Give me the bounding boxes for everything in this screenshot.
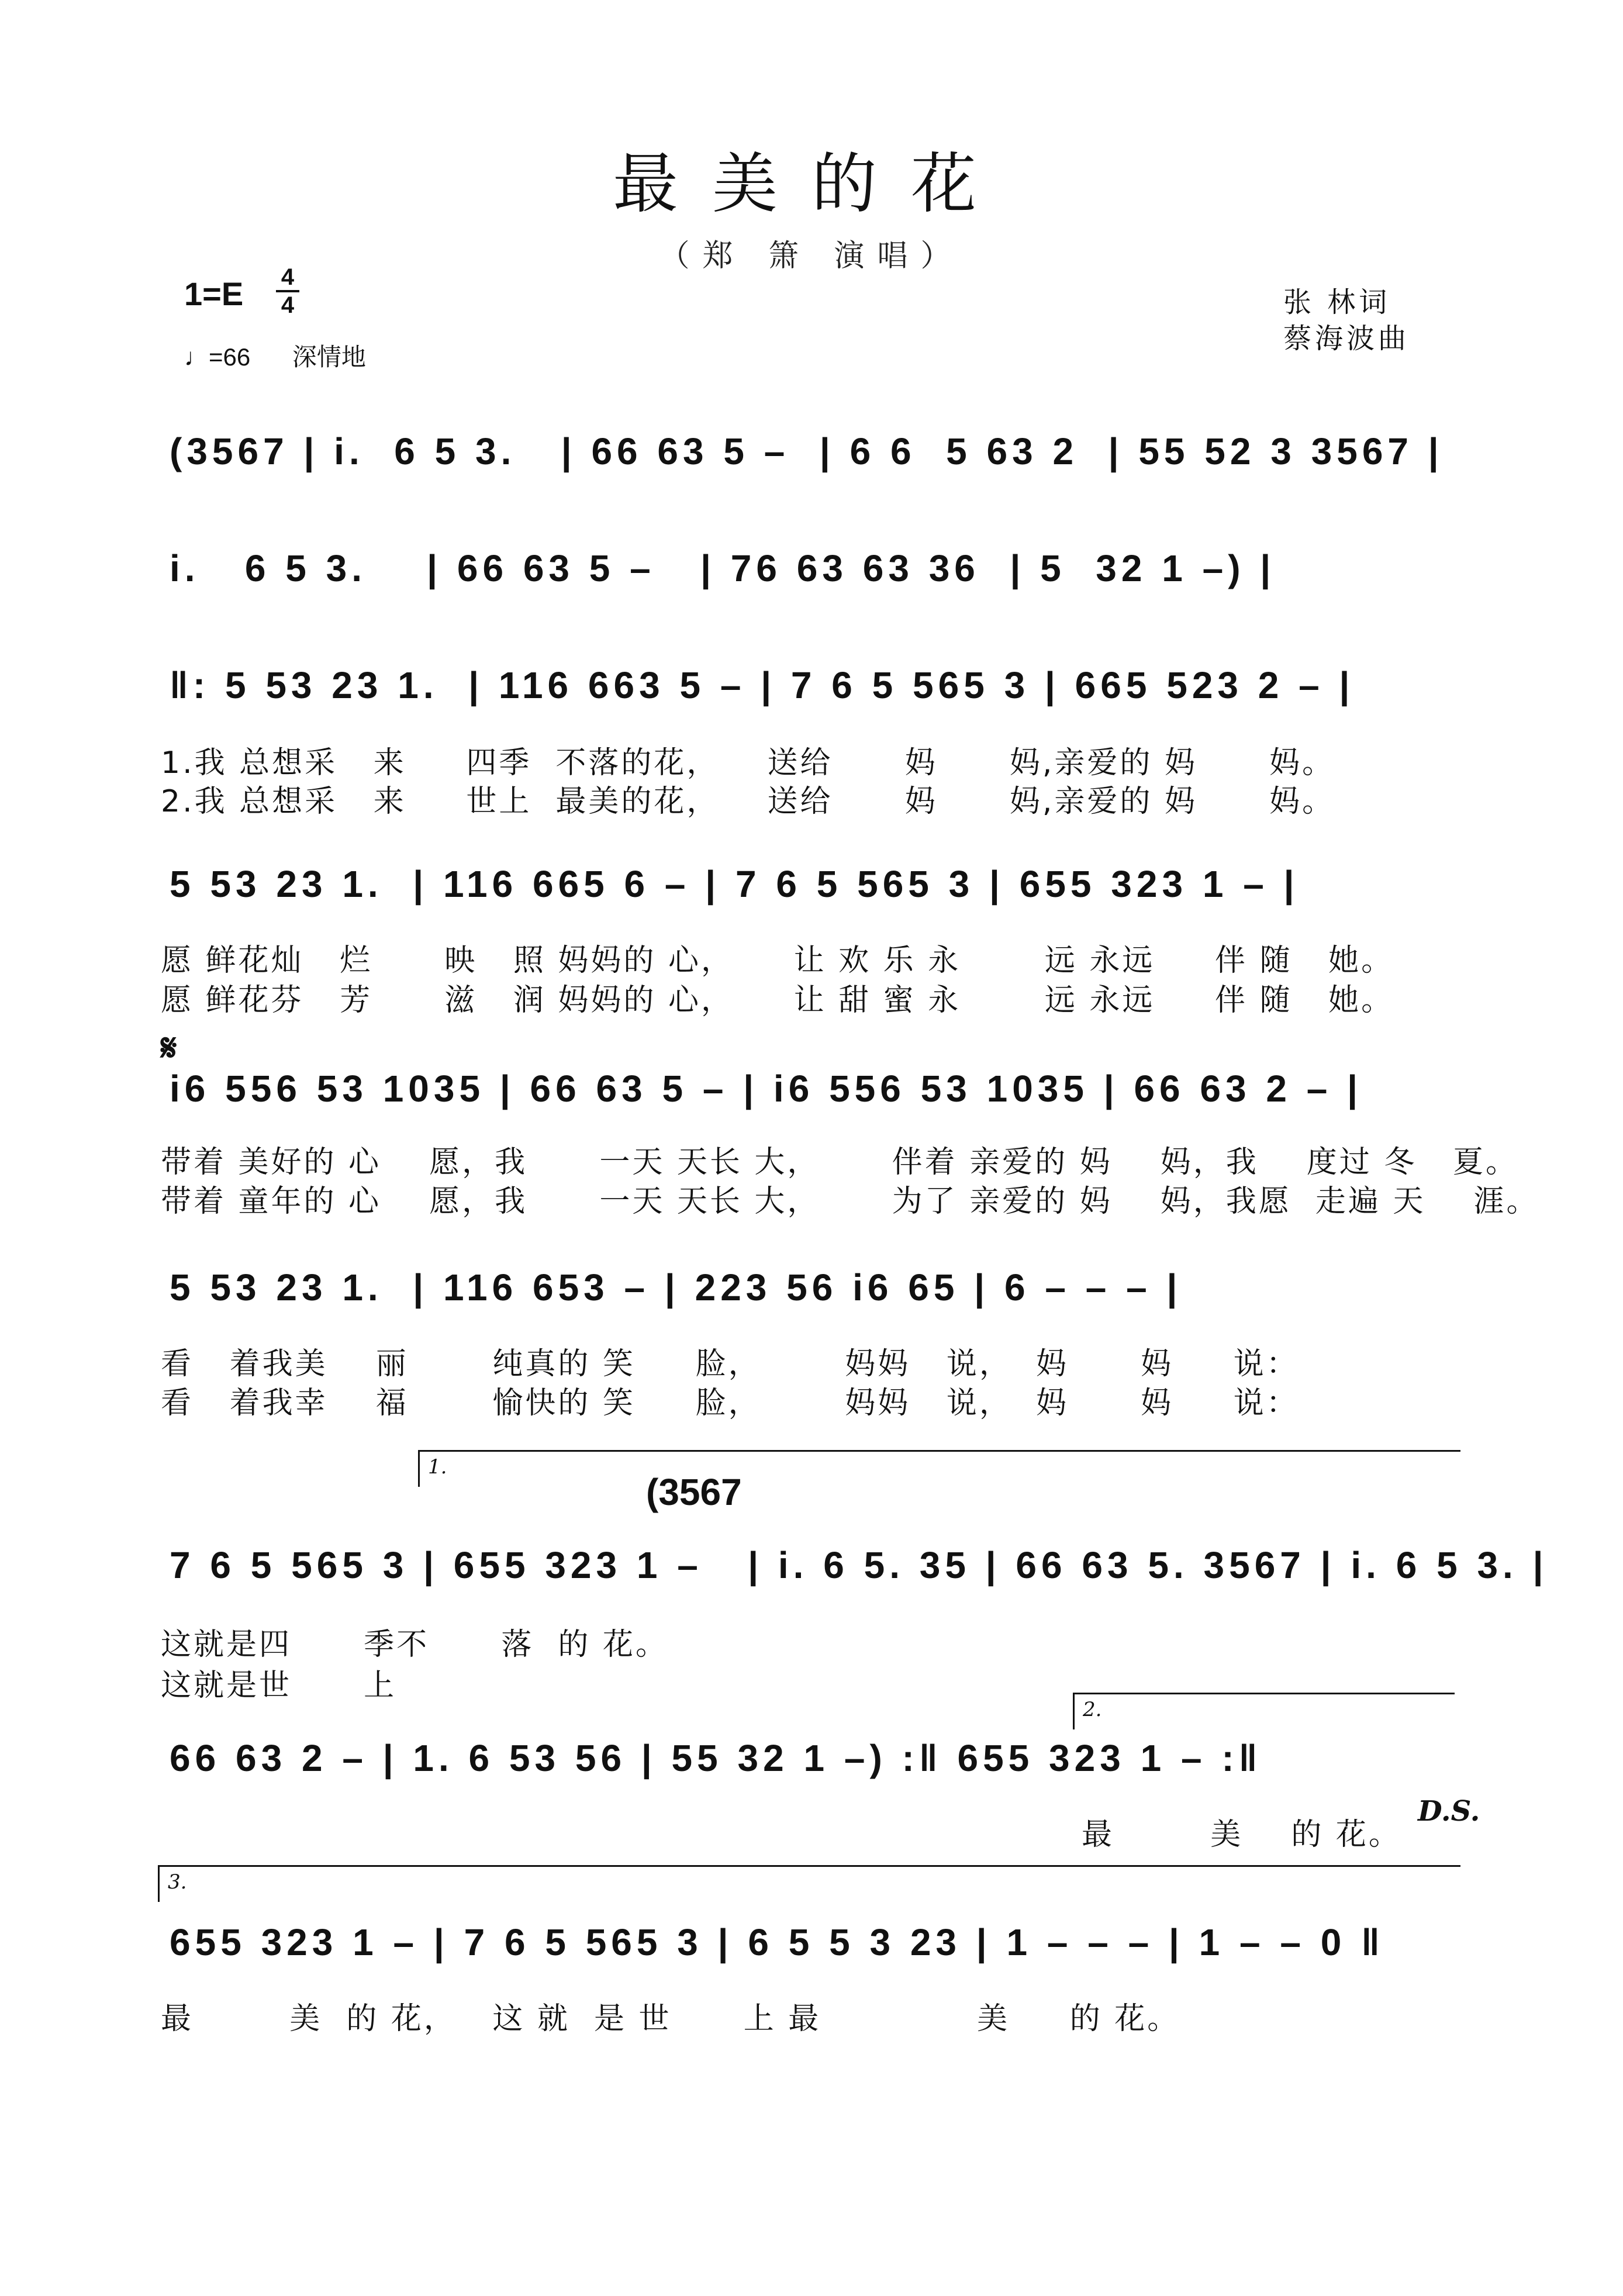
score-row-7	[158, 1544, 1548, 1620]
lyric-line: 愿 鲜花芬 芳 滋 润 妈妈的 心， 让 甜 蜜 永 远 永远 伴 随 她。	[161, 983, 1394, 1018]
score-row-3	[158, 664, 1467, 740]
score-row-9	[158, 1921, 1467, 1997]
volta-bracket-2	[1073, 1693, 1455, 1729]
volta-number: 2.	[1083, 1698, 1102, 1721]
volta-number: 1.	[428, 1455, 447, 1479]
notation-row: 5 53 23 1. | 116 665 6 – | 7 6 5 565 3 | 655 323 1 – |	[170, 863, 1299, 905]
dal-segno-marking: D.S.	[1418, 1795, 1480, 1828]
performer-subtitle: （郑 箫 演唱）	[659, 239, 964, 274]
tempo-marking	[184, 338, 366, 373]
lyric-line: 带着 美好的 心 愿，我 一天 天长 大， 伴着 亲爱的 妈 妈，我 度过 冬 夏。	[161, 1145, 1518, 1180]
score-row-8	[158, 1736, 1467, 1812]
score-row-5	[158, 1067, 1467, 1143]
composer-credit: 蔡海波曲	[1283, 322, 1410, 355]
lyric-line: 这就是世 上	[161, 1668, 397, 1703]
score-row-6	[158, 1266, 1467, 1342]
key-signature: 1=E	[184, 275, 244, 312]
notation-row: 66 63 2 – | 1. 6 53 56 | 55 32 1 –) :‖ 655 323 1 – :‖	[170, 1737, 1262, 1779]
notation-row: (3567 | i. 6 5 3. | 66 63 5 – | 6 6 5 63 2 | 55 52 3 3567 |	[170, 430, 1444, 472]
song-title: 最美的花	[613, 146, 1010, 222]
notation-row: 5 53 23 1. | 116 653 – | 223 56 i6 65 | 6 – – – |	[170, 1266, 1182, 1308]
tempo-value: ♩=66	[184, 343, 251, 371]
lyric-line: 愿 鲜花灿 烂 映 照 妈妈的 心， 让 欢 乐 永 远 永远 伴 随 她。	[161, 943, 1394, 978]
lyric-line: 看 着我幸 福 愉快的 笑 脸， 妈妈 说， 妈 妈 说：	[161, 1386, 1299, 1421]
time-signature	[275, 264, 301, 318]
notation-row: ‖: 5 53 23 1. | 116 663 5 – | 7 6 5 565 3 | 665 523 2 – |	[170, 664, 1355, 706]
volta-bracket-3	[158, 1865, 1460, 1902]
score-row-2	[158, 547, 1467, 623]
time-signature-bottom: 4	[281, 292, 295, 318]
lyric-line: 最 美 的 花。	[1082, 1817, 1401, 1852]
notation-row: i. 6 5 3. | 66 63 5 – | 76 63 63 36 | 5 32 1 –) |	[170, 547, 1276, 589]
volta-bracket-1	[418, 1450, 1460, 1487]
notation-row: 655 323 1 – | 7 6 5 565 3 | 6 5 5 3 23 | 1 – – – | 1 – – 0 ‖	[170, 1921, 1384, 1963]
notation-row: 7 6 5 565 3 | 655 323 1 – | i. 6 5. 35 | 66 63 5. 3567 | i. 6 5 3. |	[170, 1544, 1548, 1586]
score-row-1	[158, 430, 1467, 506]
lyric-line: 这就是四 季不 落 的 花。	[161, 1627, 668, 1662]
notation-row: i6 556 53 1035 | 66 63 5 – | i6 556 53 1035 | 66 63 2 – |	[170, 1068, 1363, 1110]
lyric-line: 最 美 的 花， 这 就 是 世 上 最 美 的 花。	[161, 2001, 1180, 2036]
lyricist-credit: 张 林词	[1283, 286, 1391, 319]
lyric-line: 看 着我美 丽 纯真的 笑 脸， 妈妈 说， 妈 妈 说：	[161, 1346, 1299, 1382]
expression-marking: 深情地	[292, 343, 366, 371]
volta-number: 3.	[168, 1870, 187, 1894]
lyric-line: 带着 童年的 心 愿，我 一天 天长 大， 为了 亲爱的 妈 妈，我愿 走遍 天 涯。	[161, 1184, 1539, 1219]
time-signature-top: 4	[281, 264, 295, 290]
lyric-line: 1.我 总想采 来 四季 不落的花， 送给 妈 妈,亲爱的 妈 妈。	[161, 745, 1335, 781]
segno-sign: 𝄋	[161, 1026, 177, 1070]
intro-repeat-phrase: (3567	[646, 1471, 742, 1513]
score-row-4	[158, 862, 1467, 938]
lyric-line: 2.我 总想采 来 世上 最美的花， 送给 妈 妈,亲爱的 妈 妈。	[161, 784, 1335, 819]
